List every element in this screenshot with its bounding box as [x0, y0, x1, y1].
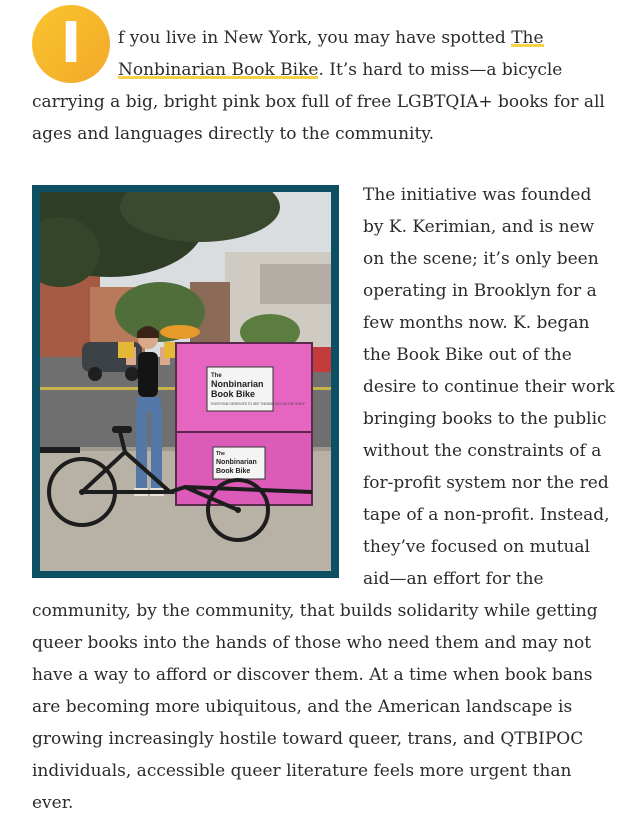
article-photo	[32, 185, 339, 578]
body-text: The initiative was founded by K. Kerimian, and is new on the scene; it’s only been operating in Brooklyn for a few months now. K. began the Book Bike out of the desire to continue their work bringing books to the public without the constraints of a for-profit system nor the red tape of a non-profit. Instead, they’ve focused on mutual aid—an effort for the community, by the community, that builds solidarity while getting queer books into the hands of those who need them and may not have a way to afford or discover them. At a time when book bans are becoming more ubiquitous, and the American landscape is growing increasingly hostile toward queer, trans, and QTBIPOC individuals, accessible queer literature feels more urgent than ever.	[32, 185, 615, 813]
sign-bottom-line2: Nonbinarian	[216, 459, 257, 466]
drop-cap: I	[32, 5, 110, 83]
book-bike-photo	[40, 192, 331, 571]
sign-top-tagline: EVERYONE DESERVES TO SEE THEMSELVES ON THE SHELF	[211, 402, 306, 406]
sign-top-line3: Book Bike	[211, 389, 256, 399]
sign-bottom-line3: Book Bike	[216, 468, 251, 475]
lead-text-after: . It’s hard to miss—a bicycle carrying a big, bright pink box full of free LGBTQIA+ books for all ages and languages directly to the community.	[32, 60, 605, 144]
nonbinarian-book-bike-link[interactable]: The Nonbinarian Book Bike	[118, 28, 544, 80]
body-paragraph	[32, 150, 616, 819]
lead-paragraph	[32, 0, 616, 150]
article	[32, 0, 616, 819]
sign-top-line2: Nonbinarian	[211, 379, 264, 389]
sign-bottom-line1: The	[216, 451, 225, 457]
sign-top-line1: The	[211, 373, 222, 379]
lead-text-before: f you live in New York, you may have spotted	[118, 28, 512, 48]
